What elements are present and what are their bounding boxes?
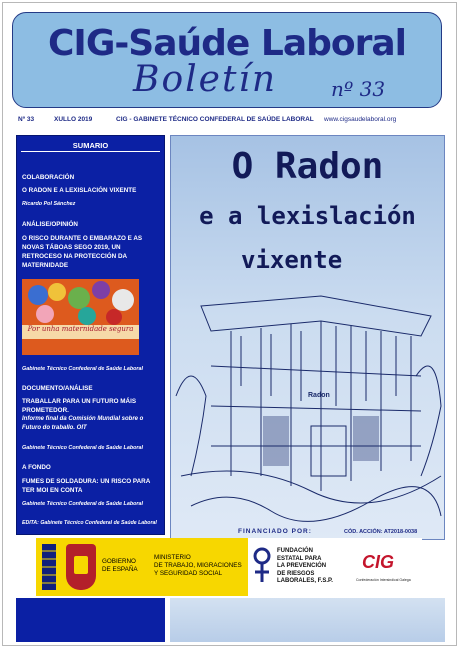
bulletin-title: CIG-Saúde Laboral [48, 23, 406, 64]
cig-logo [352, 540, 422, 594]
article-author: Ricardo Pol Sánchez [22, 201, 76, 207]
section-heading: A FONDO [22, 464, 51, 471]
article-title[interactable]: O RISCO DURANTE O EMBARAZO E AS NOVAS TÁBOAS SEGO 2019, UN RETROCESO NA PROTECCIÓN DA MATERNIDADE [22, 235, 143, 269]
cover-footer-strip [170, 598, 445, 642]
maternity-illustration [22, 279, 139, 355]
ministry-line3: Y SEGURIDAD SOCIAL [154, 570, 223, 577]
section-heading: COLABORACIÓN [22, 174, 75, 181]
issue-label: Nº 33 [18, 116, 35, 123]
article-title[interactable]: O RADON E A LEXISLACIÓN VIXENTE [22, 187, 137, 194]
building-sketch [171, 276, 445, 540]
fund-line3: LA PREVENCIÓN [277, 563, 327, 569]
article-author: Gabinete Técnico Confederal de Saúde Laboral [22, 501, 144, 507]
foundation-logo [251, 540, 347, 594]
publisher: CIG - GABINETE TÉCNICO CONFEDERAL DE SAÚDE LABORAL [116, 116, 314, 123]
editor-credit: EDITA: Gabinete Técnico Confederal de Saúde Laboral [22, 520, 157, 526]
cover-title-line3: vixente [241, 246, 343, 274]
article-note: Informe final da Comisión Mundial sobre o Futuro do traballo. OIT [22, 416, 144, 431]
eu-flag-icon [42, 544, 56, 590]
info-bar [18, 113, 438, 129]
bulletin-subtitle: Boletín [133, 59, 278, 100]
illustration-caption: Por unha maternidade segura [27, 325, 134, 333]
summary-sidebar [16, 135, 165, 535]
coat-of-arms-icon [66, 544, 96, 590]
cig-logo-subtitle: Confederación Intersindical Galega [356, 578, 411, 582]
article-author: Gabinete Técnico Confederal de Saúde Laboral [22, 445, 144, 451]
cig-logo-text: CIG [362, 552, 395, 572]
gov-line1: GOBIERNO [102, 558, 136, 565]
ministry-line2: DE TRABAJO, MIGRACIONES [154, 562, 242, 569]
government-logo [36, 538, 248, 596]
issue-number: nº 33 [331, 77, 386, 101]
summary-heading: SUMARIO [72, 141, 109, 150]
fund-line1: FUNDACIÓN [277, 548, 313, 554]
article-title[interactable]: FUMES DE SOLDADURA: UN RISCO PARA TER MOI EN CONTA [22, 478, 151, 494]
sketch-label: Radon [308, 392, 330, 399]
section-heading: DOCUMENTO/ANÁLISE [22, 385, 93, 392]
website-link[interactable]: www.cigsaudelaboral.org [324, 116, 397, 123]
cover-title-line2: e a lexislación [199, 202, 416, 230]
fund-line4: DE RIESGOS [277, 570, 315, 577]
foundation-mark-icon [251, 546, 273, 586]
summary-divider [21, 151, 160, 152]
cover-illustration [170, 135, 445, 540]
ministry-line1: MINISTERIO [154, 554, 191, 561]
article-author: Gabinete Técnico Confederal de Saúde Laboral [22, 366, 144, 372]
gov-line2: DE ESPAÑA [102, 566, 138, 573]
cover-title: O Radon [231, 146, 384, 187]
fund-line5: LABORALES, F.S.P. [277, 578, 333, 584]
masthead [12, 12, 442, 108]
fund-line2: ESTATAL PARA [277, 555, 322, 562]
sponsor-logos [36, 538, 422, 596]
article-title[interactable]: TRABALLAR PARA UN FUTURO MÁIS PROMETEDOR. [22, 398, 137, 414]
funded-by-label: FINANCIADO POR: [238, 528, 312, 535]
section-heading: ANÁLISE/OPINIÓN [22, 221, 78, 228]
sidebar-footer-strip [16, 598, 165, 642]
issue-date: XULLO 2019 [54, 116, 93, 123]
action-code: CÓD. ACCIÓN: AT2018-0038 [344, 529, 418, 535]
